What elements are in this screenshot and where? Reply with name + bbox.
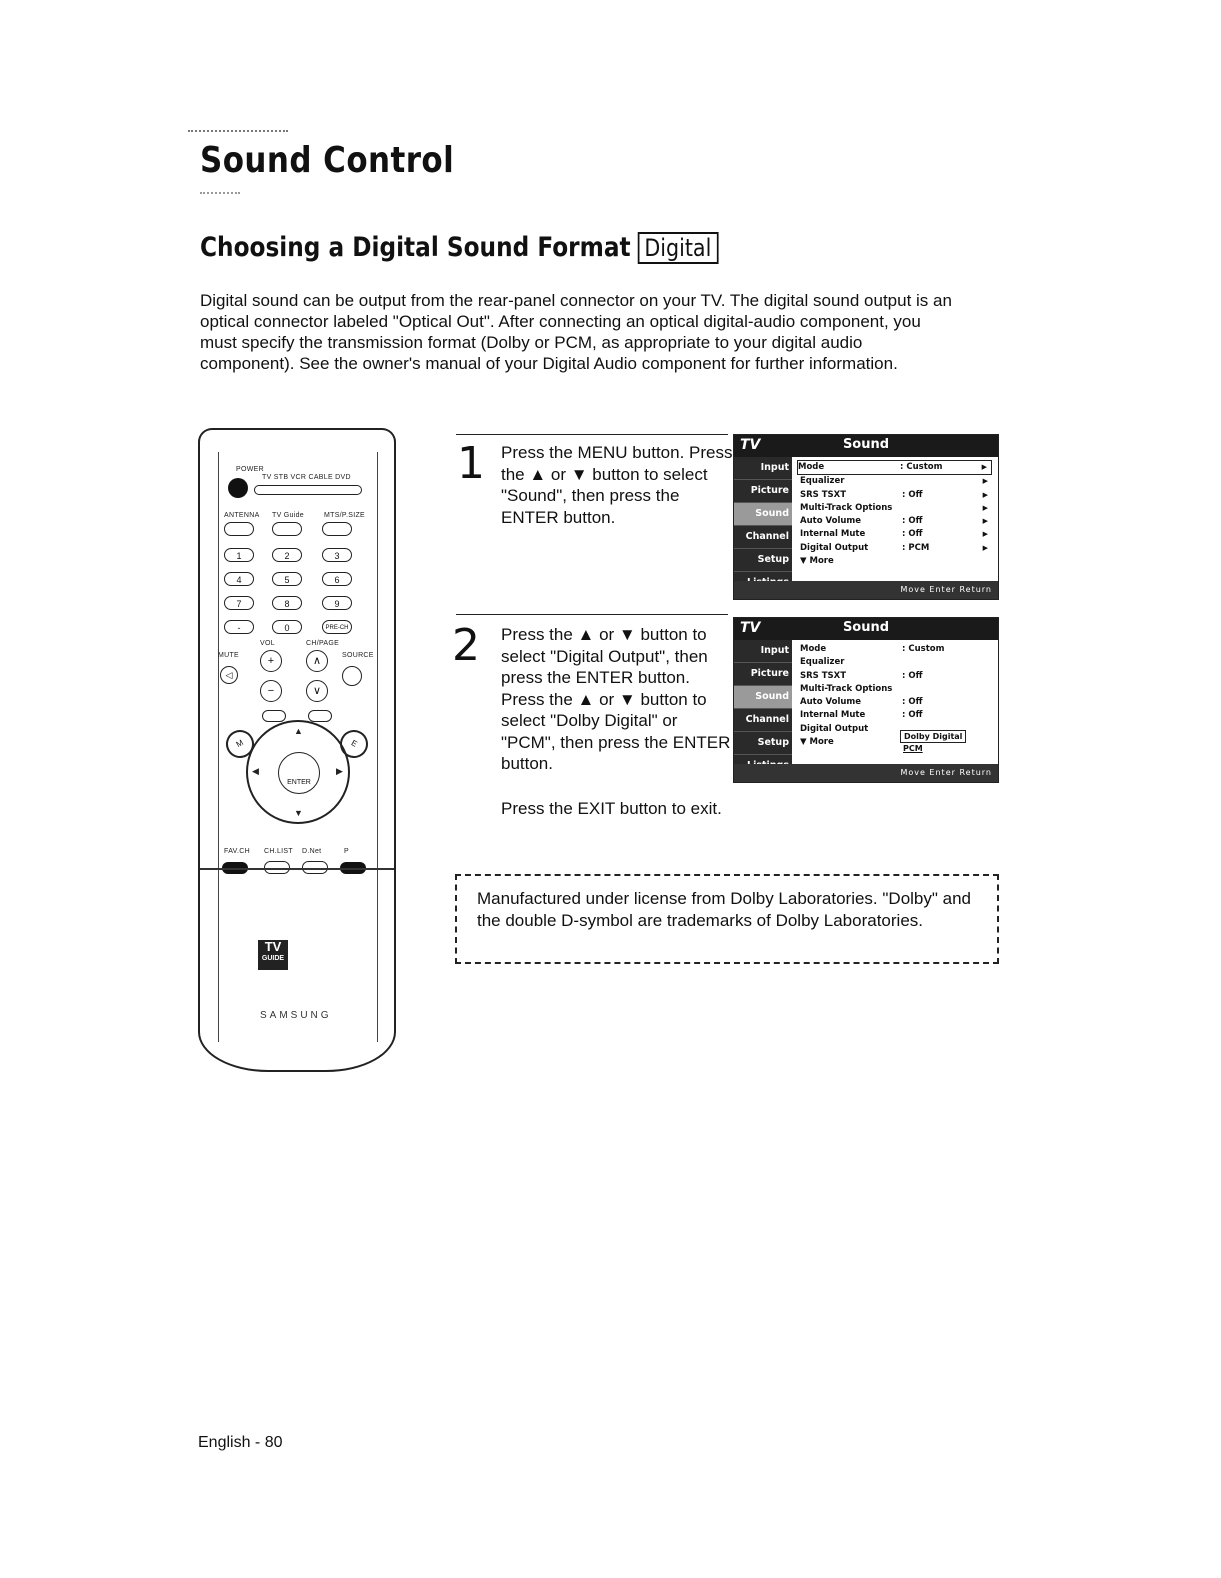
remote-dnet-label: D.Net — [302, 848, 322, 855]
tv-menu-title: Sound — [842, 437, 890, 452]
tv-row-label: Internal Mute — [800, 710, 866, 721]
remote-ch-label: CH/PAGE — [306, 640, 340, 647]
tv-row-label: Mode — [800, 644, 827, 654]
dpad-left-arrow: ◀ — [252, 766, 260, 776]
remote-key-5: 5 — [272, 572, 302, 586]
tv-side-item-channel: Channel — [734, 709, 792, 732]
tv-side-item-setup: Setup — [734, 732, 792, 755]
remote-favorite-button — [262, 710, 286, 722]
dolby-notice-text: Manufactured under license from Dolby Laboratories. "Dolby" and the double D-symbol are trademarks of Dolby Laboratories. — [477, 889, 971, 930]
remote-key-3: 3 — [322, 548, 352, 562]
tv-row-auto-volume — [800, 515, 992, 528]
remote-source-labels: TV STB VCR CABLE DVD — [262, 474, 351, 481]
step-1-text: Press the MENU button. Press the ▲ or ▼ button to select "Sound", then press the ENTER button. — [501, 443, 733, 527]
tv-row-multitrack — [800, 683, 992, 696]
remote-dpad — [246, 720, 350, 824]
tv-row-arrow-icon: ▶ — [982, 543, 988, 552]
remote-control-illustration — [198, 428, 396, 1072]
remote-divider — [200, 868, 394, 870]
remote-mute-button: ◁ — [220, 666, 238, 684]
tv-row-value: : Off — [902, 697, 923, 708]
step-1-number: 1 — [457, 438, 485, 489]
tv-row-srs — [800, 670, 992, 683]
dpad-down-arrow: ▼ — [294, 808, 304, 818]
tv-row-label: SRS TSXT — [800, 489, 847, 500]
remote-antenna-button — [224, 522, 254, 536]
tv-menu-header — [734, 435, 998, 457]
tv-row-value: : Custom — [902, 644, 945, 654]
tv-row-value: : Custom — [900, 462, 943, 472]
remote-info-button — [308, 710, 332, 722]
tv-row-label: Auto Volume — [800, 697, 862, 708]
remote-key-1: 1 — [224, 548, 254, 562]
tv-menu-screen-1 — [733, 434, 999, 600]
tv-row-srs — [800, 489, 992, 502]
remote-mts-button — [322, 522, 352, 536]
section-title-rule-top — [188, 130, 288, 132]
tv-side-item-setup: Setup — [734, 549, 792, 572]
dolby-notice-box — [455, 874, 999, 964]
tv-row-mode — [800, 643, 992, 656]
tv-row-arrow-icon: ▶ — [981, 463, 987, 471]
remote-enter-label: ENTER — [287, 779, 311, 786]
digital-output-options — [900, 730, 966, 754]
remote-enter-button — [278, 752, 320, 794]
tv-side-item-input: Input — [734, 640, 792, 663]
tv-row-internal-mute — [800, 709, 992, 722]
tv-row-arrow-icon: ▶ — [982, 503, 988, 512]
tv-row-label: ▼ More — [800, 737, 834, 748]
remote-antenna-label: ANTENNA — [224, 512, 260, 519]
remote-key-4: 4 — [224, 572, 254, 586]
tv-brand-mark: TV — [740, 620, 761, 636]
tv-row-more — [800, 555, 992, 568]
remote-key-8: 8 — [272, 596, 302, 610]
tv-menu-footer: Move Enter Return — [734, 764, 998, 782]
tv-menu-title: Sound — [842, 620, 890, 635]
tv-menu-header — [734, 618, 998, 640]
remote-vol-down-button: − — [260, 680, 282, 702]
tv-row-arrow-icon: ▶ — [982, 530, 988, 539]
remote-exit-button: E — [335, 725, 373, 763]
tv-row-value: : Off — [902, 670, 923, 681]
tv-row-label: Internal Mute — [800, 529, 866, 540]
tv-row-label: Equalizer — [800, 476, 845, 487]
tv-row-arrow-icon: ▶ — [982, 477, 988, 486]
option-dolby-digital: Dolby Digital — [900, 730, 966, 743]
remote-mts-label: MTS/P.SIZE — [324, 512, 365, 519]
tv-row-label: Digital Output — [800, 723, 869, 734]
intro-paragraph: Digital sound can be output from the rear-panel connector on your TV. The digital sound output is an optical connector labeled "Optical Out". After connecting an optical digital-audio component, you must specify the transmission format (Dolby or PCM, as appropriate to your digital audio component). See the owner's manual of your Digital Audio component for further information. — [200, 291, 952, 373]
tv-brand-mark: TV — [740, 437, 761, 453]
digital-badge: Digital — [637, 232, 718, 264]
tv-row-mode — [797, 460, 992, 475]
dpad-up-arrow: ▲ — [294, 726, 304, 736]
tv-row-label: Digital Output — [800, 542, 869, 553]
remote-menu-button: M — [221, 725, 259, 763]
tv-row-value: : Off — [902, 489, 923, 500]
step-2-text: Press the ▲ or ▼ button to select "Digital Output", then press the ENTER button. Press the ▲ or ▼ button to select "Dolby Digital" or "PCM", then press the ENTER button. — [501, 625, 731, 773]
tv-row-value: : PCM — [902, 542, 930, 553]
remote-key-prech: PRE-CH — [322, 620, 352, 634]
remote-key-0: 0 — [272, 620, 302, 634]
exit-note: Press the EXIT button to exit. — [501, 799, 722, 818]
remote-key-9: 9 — [322, 596, 352, 610]
remote-tvguide-label: TV Guide — [272, 512, 304, 519]
tv-row-label: Equalizer — [800, 657, 845, 668]
step-2-number: 2 — [452, 620, 480, 671]
tv-row-value: : Off — [902, 516, 923, 527]
tv-row-arrow-icon: ▶ — [982, 490, 988, 499]
remote-key-7: 7 — [224, 596, 254, 610]
tv-row-label: SRS TSXT — [800, 670, 847, 681]
tv-side-item-input: Input — [734, 457, 792, 480]
step-2-rule — [456, 614, 728, 615]
remote-mode-selector — [254, 485, 362, 495]
step-1-rule — [456, 434, 728, 435]
tv-row-label: Multi-Track Options — [800, 502, 893, 513]
tv-guide-logo-bottom: GUIDE — [261, 955, 285, 962]
remote-chlist-label: CH.LIST — [264, 848, 293, 855]
option-pcm: PCM — [903, 744, 923, 753]
remote-power-button — [228, 478, 248, 498]
page-number: English - 80 — [198, 1434, 283, 1451]
tv-row-label: Mode — [798, 462, 825, 472]
remote-ch-down-button: ∨ — [306, 680, 328, 702]
remote-vol-up-button: + — [260, 650, 282, 672]
tv-row-equalizer — [800, 475, 992, 488]
tv-side-item-channel: Channel — [734, 526, 792, 549]
tv-row-arrow-icon: ▶ — [982, 517, 988, 526]
tv-menu-sidebar — [734, 457, 792, 581]
tv-side-item-picture: Picture — [734, 480, 792, 503]
section-title: Sound Control — [200, 140, 455, 181]
remote-favch-label: FAV.CH — [224, 848, 250, 855]
tv-row-internal-mute — [800, 528, 992, 541]
tv-row-label: Auto Volume — [800, 516, 862, 527]
samsung-logo: SAMSUNG — [260, 1010, 332, 1021]
tv-menu-screen-2 — [733, 617, 999, 783]
tv-row-value: : Off — [902, 529, 923, 540]
tv-menu-footer: Move Enter Return — [734, 581, 998, 599]
remote-key-dash: - — [224, 620, 254, 634]
remote-tvguide-button — [272, 522, 302, 536]
remote-source-label: SOURCE — [342, 652, 374, 659]
tv-row-auto-volume — [800, 696, 992, 709]
remote-key-6: 6 — [322, 572, 352, 586]
tv-row-equalizer — [800, 656, 992, 669]
tv-row-digital-output — [800, 542, 992, 555]
tv-side-item-sound: Sound — [734, 686, 792, 709]
remote-p-label: P — [344, 848, 349, 855]
remote-mute-label: MUTE — [218, 652, 240, 659]
heading-text: Choosing a Digital Sound Format — [200, 232, 631, 263]
remote-vol-label: VOL — [260, 640, 275, 647]
dpad-right-arrow: ▶ — [336, 766, 344, 776]
tv-guide-logo-top: TV — [264, 939, 282, 954]
tv-menu-sidebar — [734, 640, 792, 764]
tv-menu-rows — [800, 460, 992, 568]
tv-side-item-sound: Sound — [734, 503, 792, 526]
remote-source-button — [342, 666, 362, 686]
remote-ch-up-button: ∧ — [306, 650, 328, 672]
tv-row-multitrack — [800, 502, 992, 515]
tv-row-value: : Off — [902, 710, 923, 721]
tv-side-item-picture: Picture — [734, 663, 792, 686]
remote-power-label: POWER — [236, 466, 264, 473]
page-heading — [200, 232, 718, 264]
tv-row-label: ▼ More — [800, 556, 834, 567]
tv-guide-logo — [258, 940, 288, 970]
tv-row-label: Multi-Track Options — [800, 683, 893, 694]
remote-key-2: 2 — [272, 548, 302, 562]
section-title-rule-bottom — [200, 192, 240, 194]
